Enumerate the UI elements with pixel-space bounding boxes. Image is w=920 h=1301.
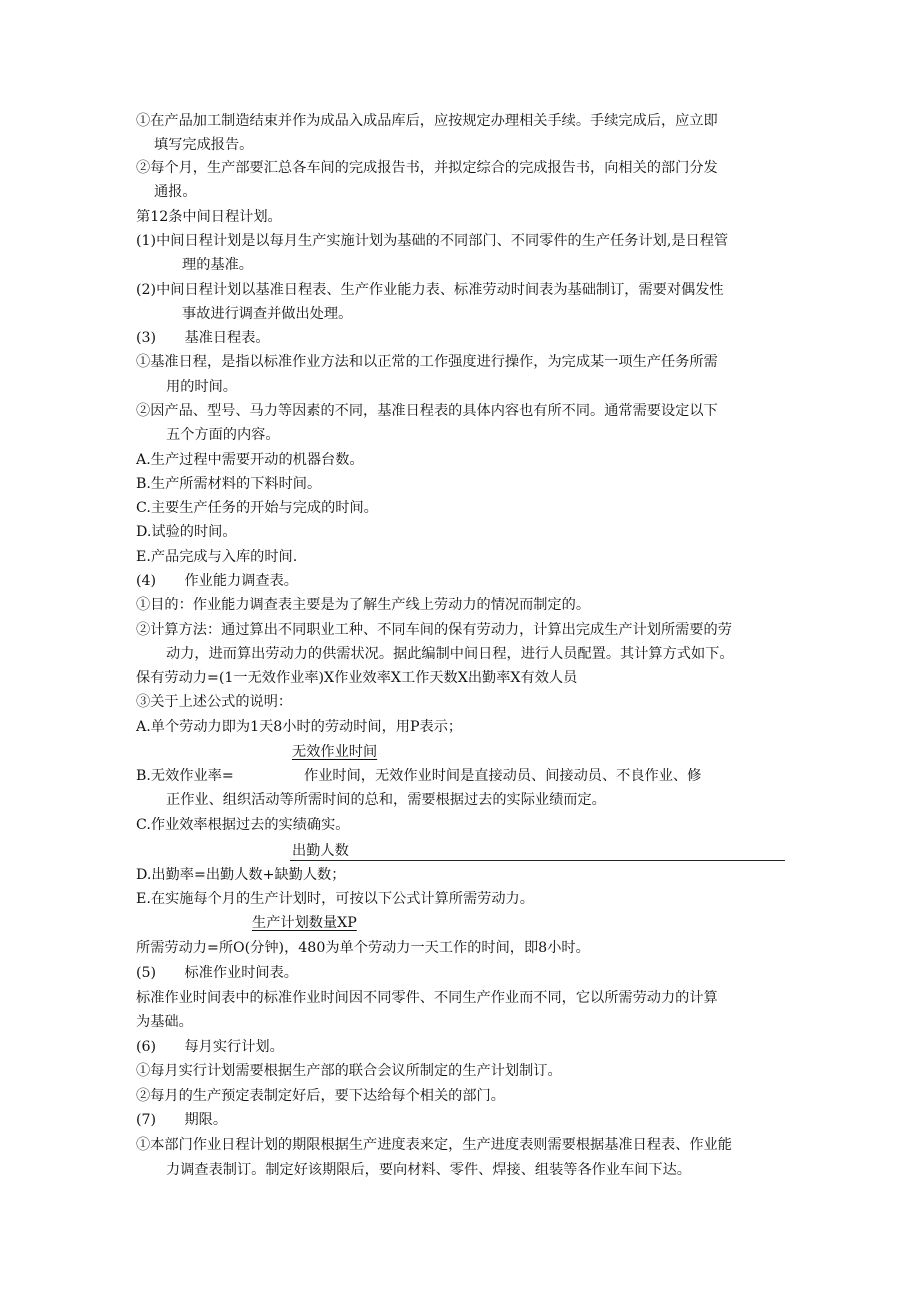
text-line: 作业时间，无效作业时间是直接动员、间接动员、不良作业、修 — [304, 768, 702, 784]
section-heading: (4) 作业能力调查表。 — [136, 573, 298, 589]
text-line: 填写完成报告。 — [154, 137, 254, 153]
text-line: B.生产所需材料的下料时间。 — [136, 476, 322, 492]
text-line: B.无效作业率= — [136, 768, 234, 784]
text-line: ①在产品加工制造结束并作为成品入成品库后，应按规定办理相关手续。手续完成后，应立即 — [136, 113, 718, 129]
text-line: ③关于上述公式的说明： — [136, 694, 293, 710]
fraction-numerator: 出勤人数 — [292, 843, 349, 859]
text-line: C.主要生产任务的开始与完成的时间。 — [136, 500, 378, 516]
fraction-rule — [290, 860, 785, 861]
text-line: ②每月的生产预定表制定好后，要下达给每个相关的部门。 — [136, 1088, 505, 1104]
text-line: ①本部门作业日程计划的期限根据生产进度表来定，生产进度表则需要根据基准日程表、作业能 — [136, 1137, 732, 1153]
section-heading: (3) 基准日程表。 — [136, 330, 270, 346]
text-line: ①目的：作业能力调查表主要是为了解生产线上劳动力的情况而制定的。 — [136, 597, 591, 613]
text-line: 事故进行调查并做出处理。 — [182, 306, 353, 322]
text-line: C.作业效率根据过去的实绩确实。 — [136, 817, 350, 833]
article-heading: 第12条中间日程计划。 — [136, 209, 282, 225]
text-line: E.产品完成与入库的时间. — [136, 549, 298, 565]
text-line: ②每个月，生产部要汇总各车间的完成报告书，并拟定综合的完成报告书，向相关的部门分发 — [136, 160, 718, 176]
text-line: D.试验的时间。 — [136, 524, 237, 540]
text-line: (1)中间日程计划是以每月生产实施计划为基础的不同部门、不同零件的生产任务计划,是日程管 — [136, 233, 729, 249]
text-line: A.生产过程中需要开动的机器台数。 — [136, 452, 364, 468]
text-line: 用的时间。 — [166, 379, 237, 395]
text-line: 五个方面的内容。 — [166, 427, 280, 443]
section-heading: (7) 期限。 — [136, 1112, 228, 1128]
text-line: 为基础。 — [136, 1014, 193, 1030]
text-line: 通报。 — [154, 184, 197, 200]
fraction-numerator: 生产计划数量XP — [252, 915, 357, 931]
formula-line: 保有劳动力=(1一无效作业率)X作业效率X工作天数X出勤率X有效人员 — [136, 670, 578, 686]
text-line: (2)中间日程计划以基准日程表、生产作业能力表、标准劳动时间表为基础制订，需要对偶发性 — [136, 282, 724, 298]
text-line: 理的基准。 — [182, 257, 253, 273]
section-heading: (6) 每月实行计划。 — [136, 1039, 284, 1055]
text-line: 正作业、组织活动等所需时间的总和，需要根据过去的实际业绩而定。 — [166, 792, 606, 808]
text-line: ①基准日程，是指以标准作业方法和以正常的工作强度进行操作，为完成某一项生产任务所需 — [136, 354, 718, 370]
text-line: 标准作业时间表中的标准作业时间因不同零件、不同生产作业而不同，它以所需劳动力的计算 — [136, 990, 718, 1006]
fraction-numerator: 无效作业时间 — [292, 744, 378, 760]
text-line: E.在实施每个月的生产计划时，可按以下公式计算所需劳动力。 — [136, 891, 534, 907]
section-heading: (5) 标准作业时间表。 — [136, 965, 298, 981]
text-line: ①每月实行计划需要根据生产部的联合会议所制定的生产计划制订。 — [136, 1063, 562, 1079]
text-line: A.单个劳动力即为1天8小时的劳动时间，用P表示； — [136, 719, 463, 735]
text-line: 动力，进而算出劳动力的供需状况。据此编制中间日程，进行人员配置。其计算方式如下。 — [166, 646, 734, 662]
text-line: ②因产品、型号、马力等因素的不同，基准日程表的具体内容也有所不同。通常需要设定以下 — [136, 403, 718, 419]
text-line: 力调查表制订。制定好该期限后，要向材料、零件、焊接、组装等各作业车间下达。 — [166, 1162, 691, 1178]
text-line: ②计算方法：通过算出不同职业工种、不同车间的保有劳动力，计算出完成生产计划所需要的劳 — [136, 622, 732, 638]
formula-line: 所需劳动力=所O(分钟)，480为单个劳动力一天工作的时间，即8小时。 — [136, 940, 590, 956]
text-line: D.出勤率=出勤人数+缺勤人数； — [136, 867, 346, 883]
